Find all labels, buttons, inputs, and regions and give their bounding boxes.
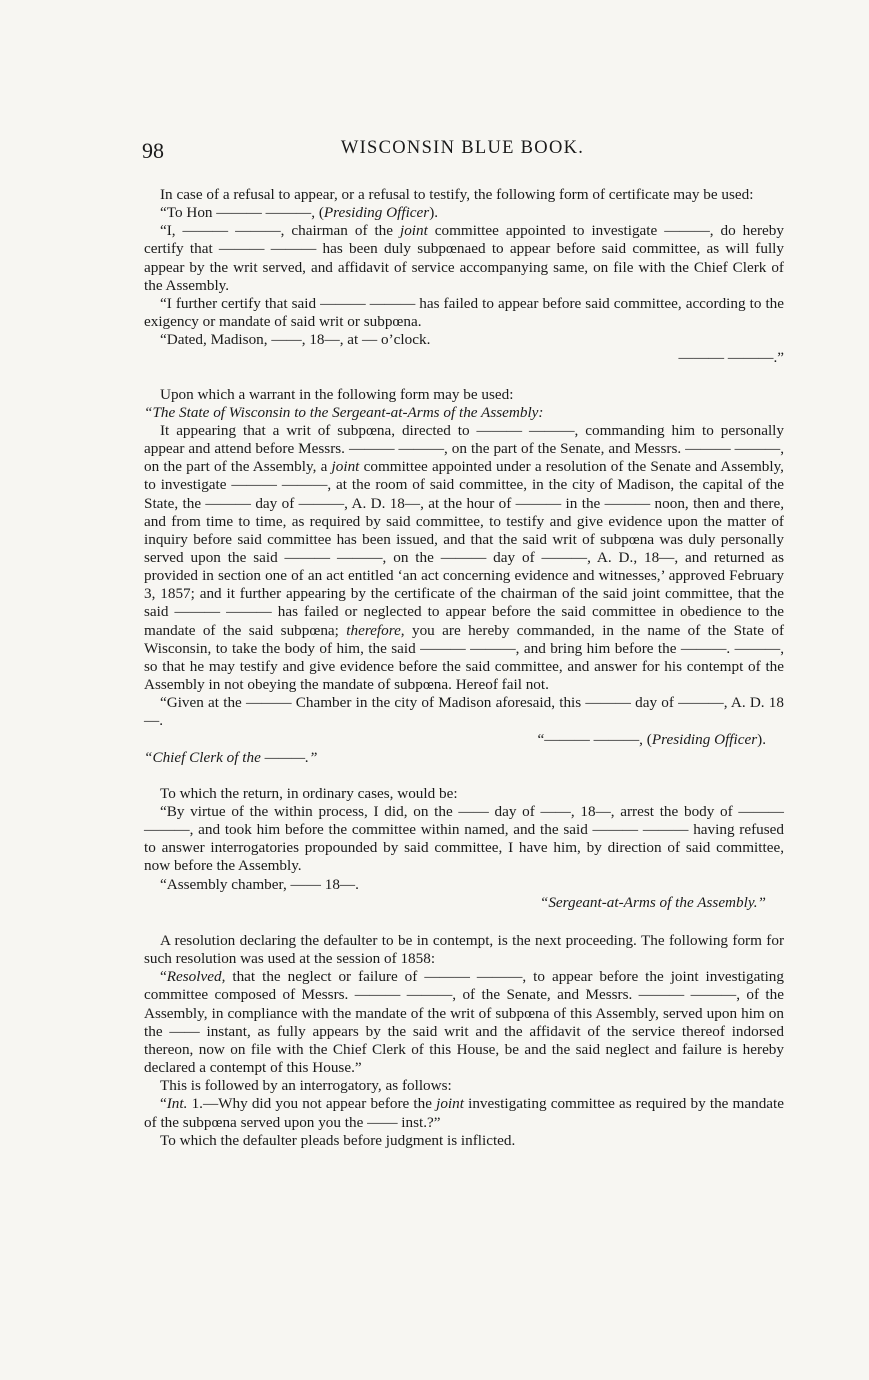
page-number: 98 — [142, 138, 164, 163]
warrant-attest: “Chief Clerk of the ———.” — [144, 748, 318, 766]
return-intro: To which the return, in ordinary cases, would be: — [160, 784, 458, 802]
certificate-dated: “Dated, Madison, ——, 18—, at — o’clock. — [160, 331, 431, 349]
warrant-intro: Upon which a warrant in the following form may be used: — [160, 385, 514, 403]
warrant-given: “Given at the ——— Chamber in the city of Madison aforesaid, this ——— day of ———, A. D. 18—. — [144, 694, 784, 730]
resolution-intro: A resolution declaring the defaulter to be in contempt, is the next proceeding. The following form for such resolution was used at the session of 1858: — [144, 931, 784, 968]
page-body — [144, 186, 784, 1150]
certificate-further: “I further certify that said ——— ——— has failed to appear before said committee, according to the exigency or mandate of said writ or subpœna. — [144, 294, 784, 331]
certificate-addressee: “To Hon ——— ———, (Presiding Officer). — [160, 204, 439, 222]
certificate-signature: ——— ———.” — [678, 349, 784, 367]
interrogatory-intro: This is followed by an interrogatory, as follows: — [160, 1077, 452, 1095]
return-place: “Assembly chamber, —— 18—. — [160, 875, 359, 893]
closing-line: To which the defaulter pleads before judgment is inflicted. — [160, 1131, 516, 1149]
return-signature: “Sergeant-at-Arms of the Assembly.” — [539, 893, 766, 911]
page-header — [142, 138, 783, 166]
resolution-body: “Resolved, that the neglect or failure of ——— ———, to appear before the joint investigating committee composed of Messrs. ——— ———, of the Senate, and Messrs. ——— ———, of the Assembly, in compliance with the mandate of the writ of subpœna of this Assembly, served upon him on the —— instant, as fully appears by the said writ and the affidavit of the service thereof indorsed thereon, now on file with the Chief Clerk of this House, be and the said neglect and failure is hereby declared a contempt of this House.” — [144, 968, 784, 1077]
paragraph-refusal-intro: In case of a refusal to appear, or a refusal to testify, the following form of certificate may be used: — [160, 186, 754, 203]
warrant-signature: “——— ———, (Presiding Officer). — [537, 730, 766, 748]
warrant-body: It appearing that a writ of subpœna, directed to ——— ———, commanding him to personally appear and attend before Messrs. ——— ———, on the part of the Senate, and Messrs. ——— ———, on the part of the Assembly, a joint committee appointed under a resolution of the Senate and Assembly, to investigate ——— ———, at the room of said committee, in the city of Madison, the capital of the State, the ——— day of ———, A. D. 18—, at the hour of ——— in the ——— noon, then and there, and from time to time, as required by said committee, to testify and give evidence upon the matter of inquiry before said committee has been issued, and that the said writ of subpœna was duly personally served upon the said ——— ———, on the ——— day of ———, A. D., 18—, and returned as provided in section one of an act entitled ‘an act concerning evidence and witnesses,’ approved February 3, 1857; and it further appearing by the certificate of the chairman of the said joint committee, that the said ——— ——— has failed or neglected to appear before the said committee in obedience to the mandate of the said subpœna; therefore, you are hereby commanded, in the name of the State of Wisconsin, to take the body of him, the said ——— ———, and bring him before the ———. ———, so that he may testify and give evidence before the said committee, and answer for his contempt of the Assembly in not obeying the mandate of subpœna. Hereof fail not. — [144, 421, 784, 694]
interrogatory-text: “Int. 1.—Why did you not appear before the joint investigating committee as required by the mandate of the subpœna served upon you the —— inst.?” — [144, 1095, 784, 1131]
running-title: WISCONSIN BLUE BOOK. — [340, 138, 585, 158]
warrant-heading: “The State of Wisconsin to the Sergeant-at-Arms of the Assembly: — [144, 403, 544, 421]
certificate-body: “I, ——— ———, chairman of the joint committee appointed to investigate ———, do hereby certify that ——— ——— has been duly subpœnaed to appear before said committee, as will fully appear by the writ served, and affidavit of service accompanying same, on file with the Chief Clerk of the Assembly. — [144, 222, 784, 294]
return-body: “By virtue of the within process, I did, on the —— day of ——, 18—, arrest the body of ——— ———, and took him before the committee within named, and the said ——— ——— having refused to answer interrogatories propounded by said committee, I have him, by direction of said committee, now before the Assembly. — [144, 803, 784, 875]
